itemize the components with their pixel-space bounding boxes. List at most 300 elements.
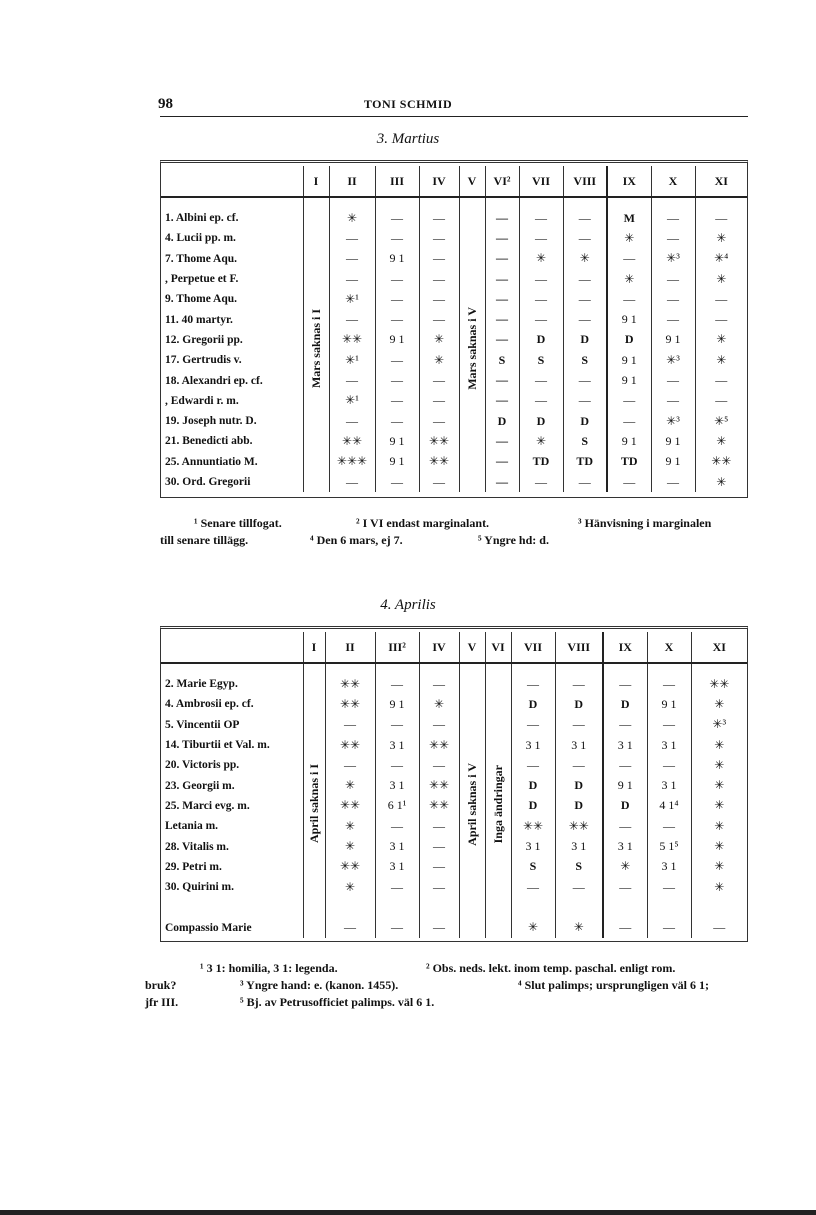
spacer-cell	[647, 663, 691, 674]
column-header: VI²	[485, 166, 519, 197]
section-title-martius: 3. Martius	[376, 131, 440, 147]
column-header: IV	[419, 632, 459, 663]
cell-viii: —	[563, 228, 607, 248]
cell-iv: ✳✳	[419, 796, 459, 816]
cell-ix: ✳	[603, 857, 647, 877]
cell-ii: ✳✳	[329, 330, 375, 350]
vertical-label: Mars saknas i V	[464, 306, 479, 390]
row-label: Compassio Marie	[165, 921, 252, 934]
cell-iv: —	[419, 391, 459, 411]
scan-edge	[0, 1210, 816, 1215]
cell-ii: ✳	[325, 836, 375, 856]
cell-ii: ✳¹	[329, 350, 375, 370]
cell-iv: —	[419, 411, 459, 431]
cell-viii: —	[563, 208, 607, 228]
vertical-note-V	[459, 674, 485, 938]
cell-x: 9 1	[651, 431, 695, 451]
row-label: 14. Tiburtii et Val. m.	[165, 739, 270, 752]
cell-viii: 3 1	[555, 836, 603, 856]
cell-ix: —	[603, 674, 647, 694]
cell-iii: —	[375, 674, 419, 694]
vertical-note-I	[303, 208, 329, 492]
row-label: 28. Vitalis m.	[165, 840, 229, 853]
cell-iv: —	[419, 269, 459, 289]
spacer-cell	[329, 197, 375, 208]
cell-x: 3 1	[647, 857, 691, 877]
running-header: TONI SCHMID	[363, 97, 453, 111]
footnote: jfr III.	[145, 995, 179, 1009]
cell-ii: ✳	[325, 816, 375, 836]
cell-xi: —	[695, 391, 747, 411]
cell-iv: —	[419, 472, 459, 492]
row-label: 4. Ambrosii ep. cf.	[165, 698, 254, 711]
cell-ix: 9 1	[603, 775, 647, 795]
cell-ix: —	[603, 715, 647, 735]
cell-iv: —	[419, 715, 459, 735]
cell-vii: D	[519, 411, 563, 431]
cell-vii: 3 1	[511, 836, 555, 856]
cell-ix	[603, 897, 647, 917]
table-row	[161, 269, 747, 289]
cell-x: 5 1⁵	[647, 836, 691, 856]
cell-iii: —	[375, 269, 419, 289]
cell-vi: —	[485, 472, 519, 492]
cell-vii: —	[511, 877, 555, 897]
cell-iii: —	[375, 228, 419, 248]
cell-x: ✳³	[651, 411, 695, 431]
cell-iii: —	[375, 208, 419, 228]
column-header: VI	[485, 632, 511, 663]
cell-xi: ✳	[695, 330, 747, 350]
cell-iii: —	[375, 918, 419, 938]
cell-xi: ✳³	[691, 715, 747, 735]
cell-ix: TD	[607, 452, 651, 472]
column-header: X	[647, 632, 691, 663]
cell-iv: —	[419, 816, 459, 836]
cell-x: —	[647, 877, 691, 897]
table-row	[161, 735, 747, 755]
cell-x: —	[647, 816, 691, 836]
table-row	[161, 877, 747, 897]
cell-xi: ✳	[691, 796, 747, 816]
spacer-cell	[607, 197, 651, 208]
cell-xi: ✳⁵	[695, 411, 747, 431]
cell-vii: D	[511, 796, 555, 816]
cell-iii: 3 1	[375, 775, 419, 795]
row-label	[161, 897, 303, 917]
cell-x: —	[647, 674, 691, 694]
cell-viii: 3 1	[555, 735, 603, 755]
footnote: ² I VI endast marginalant.	[356, 516, 490, 530]
cell-vii: ✳	[511, 918, 555, 938]
cell-iv: ✳✳	[419, 452, 459, 472]
cell-viii: —	[555, 877, 603, 897]
cell-iv: —	[419, 674, 459, 694]
cell-vii: —	[519, 370, 563, 390]
cell-viii: S	[555, 857, 603, 877]
column-header: XI	[691, 632, 747, 663]
row-label: 18. Alexandri ep. cf.	[165, 374, 263, 387]
cell-iii: 9 1	[375, 249, 419, 269]
row-label: 30. Quirini m.	[165, 881, 235, 894]
cell-iv: —	[419, 289, 459, 309]
cell-ix: ✳	[607, 228, 651, 248]
table-header-row	[161, 166, 747, 197]
cell-iv: —	[419, 228, 459, 248]
cell-vii: —	[511, 755, 555, 775]
column-header: III	[375, 166, 419, 197]
cell-ix: M	[607, 208, 651, 228]
column-header: I	[303, 632, 325, 663]
cell-vii: D	[511, 694, 555, 714]
cell-vi: —	[485, 431, 519, 451]
cell-vii: ✳✳	[511, 816, 555, 836]
row-label: 1. Albini ep. cf.	[165, 212, 239, 225]
cell-x: 9 1	[647, 694, 691, 714]
cell-iv	[419, 897, 459, 917]
cell-viii: —	[563, 370, 607, 390]
spacer-cell	[691, 663, 747, 674]
cell-viii: —	[555, 674, 603, 694]
cell-iii: —	[375, 370, 419, 390]
cell-ii: —	[329, 249, 375, 269]
cell-xi	[691, 897, 747, 917]
cell-vi: —	[485, 391, 519, 411]
cell-iv: —	[419, 249, 459, 269]
cell-xi: ✳	[695, 472, 747, 492]
spacer-cell	[375, 197, 419, 208]
column-header: V	[459, 166, 485, 197]
cell-xi: ✳	[691, 877, 747, 897]
cell-iii: —	[375, 715, 419, 735]
cell-vii	[511, 897, 555, 917]
cell-vii: —	[519, 208, 563, 228]
column-header: XI	[695, 166, 747, 197]
footnote: bruk?	[145, 978, 177, 992]
vertical-note-V	[459, 208, 485, 492]
cell-vii: —	[511, 715, 555, 735]
footnote: ¹ Senare tillfogat.	[194, 516, 282, 530]
spacer-cell	[485, 197, 519, 208]
cell-vi: —	[485, 289, 519, 309]
table-row	[161, 309, 747, 329]
cell-vii: —	[511, 674, 555, 694]
table-row	[161, 350, 747, 370]
vertical-label: April saknas i V	[464, 762, 479, 846]
cell-iii: 6 1¹	[375, 796, 419, 816]
row-label: 4. Lucii pp. m.	[165, 232, 236, 245]
cell-x: ✳³	[651, 350, 695, 370]
column-header: VIII	[563, 166, 607, 197]
footnote: ⁵ Bj. av Petrusofficiet palimps. väl 6 1.	[240, 995, 435, 1009]
cell-ii: ✳✳	[325, 735, 375, 755]
cell-vii: —	[519, 269, 563, 289]
column-header: VII	[519, 166, 563, 197]
table-row	[161, 755, 747, 775]
table-row	[161, 918, 747, 938]
cell-viii: S	[563, 431, 607, 451]
cell-viii: D	[563, 330, 607, 350]
cell-ii: ✳✳	[325, 674, 375, 694]
cell-ii: —	[325, 715, 375, 735]
cell-iii: 3 1	[375, 836, 419, 856]
cell-iv: ✳✳	[419, 775, 459, 795]
cell-x: —	[651, 370, 695, 390]
table-martius	[161, 166, 747, 492]
cell-viii: D	[555, 694, 603, 714]
cell-ii: —	[329, 309, 375, 329]
spacer-cell	[563, 197, 607, 208]
cell-xi: ✳✳	[695, 452, 747, 472]
vertical-label: Inga ändringar	[490, 764, 505, 844]
column-header: III²	[375, 632, 419, 663]
cell-vi: —	[485, 370, 519, 390]
cell-xi: —	[695, 370, 747, 390]
cell-ii	[325, 897, 375, 917]
row-label: 12. Gregorii pp.	[165, 333, 243, 346]
cell-ii: ✳	[325, 775, 375, 795]
cell-ix: —	[607, 249, 651, 269]
section-title-aprilis: 4. Aprilis	[380, 597, 436, 613]
cell-ix: —	[603, 877, 647, 897]
cell-x: 3 1	[647, 735, 691, 755]
cell-viii: —	[563, 472, 607, 492]
spacer-cell	[555, 663, 603, 674]
cell-vi: —	[485, 269, 519, 289]
spacer-cell	[303, 197, 329, 208]
row-label: 25. Annuntiatio M.	[165, 455, 258, 468]
cell-iv: ✳	[419, 694, 459, 714]
cell-x: —	[651, 391, 695, 411]
table-row	[161, 897, 747, 917]
table-spacer-row	[161, 663, 747, 674]
cell-vii: —	[519, 472, 563, 492]
cell-ii: ✳¹	[329, 289, 375, 309]
cell-x	[647, 897, 691, 917]
cell-vii: —	[519, 391, 563, 411]
spacer-cell	[325, 663, 375, 674]
cell-ix: —	[603, 816, 647, 836]
cell-vii: S	[519, 350, 563, 370]
cell-viii: —	[563, 309, 607, 329]
cell-xi: —	[691, 918, 747, 938]
row-label: 19. Joseph nutr. D.	[165, 415, 257, 428]
cell-viii: —	[563, 269, 607, 289]
row-label: 20. Victoris pp.	[165, 759, 240, 772]
cell-iv: —	[419, 877, 459, 897]
row-label: 25. Marci evg. m.	[165, 799, 250, 812]
cell-x: —	[651, 472, 695, 492]
spacer-cell	[695, 197, 747, 208]
row-label: 23. Georgii m.	[165, 779, 235, 792]
vertical-note-VI	[485, 674, 511, 938]
cell-xi: —	[695, 289, 747, 309]
cell-iii: 9 1	[375, 431, 419, 451]
vertical-note-I	[303, 674, 325, 938]
table-row	[161, 715, 747, 735]
spacer-cell	[375, 663, 419, 674]
cell-ix: D	[603, 796, 647, 816]
table-row	[161, 249, 747, 269]
table-aprilis	[161, 632, 747, 938]
cell-vii: —	[519, 309, 563, 329]
cell-ii: ✳✳	[325, 694, 375, 714]
footnote: ⁵ Yngre hd: d.	[478, 533, 549, 547]
cell-ii: ✳	[325, 877, 375, 897]
column-header: I	[303, 166, 329, 197]
cell-x: ✳³	[651, 249, 695, 269]
cell-ix: 3 1	[603, 836, 647, 856]
cell-viii: —	[555, 755, 603, 775]
cell-ii: —	[329, 228, 375, 248]
cell-ix: —	[607, 289, 651, 309]
cell-ii: ✳✳✳	[329, 452, 375, 472]
cell-viii: TD	[563, 452, 607, 472]
cell-x: —	[651, 309, 695, 329]
table-row	[161, 775, 747, 795]
cell-iii: —	[375, 755, 419, 775]
cell-vi: —	[485, 228, 519, 248]
row-label: 2. Marie Egyp.	[165, 678, 238, 691]
cell-viii: ✳	[563, 249, 607, 269]
table-row	[161, 391, 747, 411]
cell-iv: ✳✳	[419, 431, 459, 451]
cell-vi: —	[485, 330, 519, 350]
cell-viii: D	[555, 775, 603, 795]
cell-vi: —	[485, 208, 519, 228]
cell-xi: ✳✳	[691, 674, 747, 694]
cell-ix: D	[607, 330, 651, 350]
row-label: 21. Benedicti abb.	[165, 435, 253, 448]
spacer-cell	[161, 197, 303, 208]
cell-ii: —	[325, 755, 375, 775]
spacer-cell	[485, 663, 511, 674]
cell-vii: —	[519, 289, 563, 309]
cell-ix: —	[603, 918, 647, 938]
cell-vii: ✳	[519, 431, 563, 451]
column-header: VIII	[555, 632, 603, 663]
cell-vi: —	[485, 309, 519, 329]
cell-x: 3 1	[647, 775, 691, 795]
cell-viii: S	[563, 350, 607, 370]
vertical-label: April saknas i I	[306, 764, 321, 844]
cell-ix: —	[603, 755, 647, 775]
spacer-cell	[459, 197, 485, 208]
spacer-cell	[511, 663, 555, 674]
cell-iv: ✳	[419, 330, 459, 350]
cell-x: —	[651, 208, 695, 228]
table-row	[161, 694, 747, 714]
cell-x: 9 1	[651, 330, 695, 350]
table-row	[161, 816, 747, 836]
cell-vii: S	[511, 857, 555, 877]
cell-vi: —	[485, 452, 519, 472]
column-header: X	[651, 166, 695, 197]
row-label: 30. Ord. Gregorii	[165, 476, 251, 488]
table-header-row	[161, 632, 747, 663]
cell-xi: ✳	[691, 755, 747, 775]
cell-iii: 9 1	[375, 694, 419, 714]
header-blank	[161, 632, 303, 663]
footnote: till senare tillägg.	[160, 533, 249, 547]
cell-x: —	[651, 228, 695, 248]
footnote: ⁴ Den 6 mars, ej 7.	[310, 533, 403, 547]
cell-iii: —	[375, 816, 419, 836]
cell-iv: —	[419, 755, 459, 775]
table-row	[161, 208, 747, 228]
cell-ix: —	[607, 411, 651, 431]
cell-x: 9 1	[651, 452, 695, 472]
cell-xi: ✳	[695, 269, 747, 289]
cell-x: —	[651, 269, 695, 289]
cell-iv: —	[419, 208, 459, 228]
cell-vii: D	[511, 775, 555, 795]
cell-vi: S	[485, 350, 519, 370]
table-row	[161, 411, 747, 431]
footnote: ¹ 3 1: homilia, 3 1: legenda.	[200, 961, 338, 975]
column-header: IV	[419, 166, 459, 197]
table-spacer-row	[161, 197, 747, 208]
spacer-cell	[519, 197, 563, 208]
cell-xi: ✳⁴	[695, 249, 747, 269]
footnote: ⁴ Slut palimps; ursprungligen väl 6 1;	[518, 978, 709, 992]
table-row	[161, 674, 747, 694]
cell-viii	[555, 897, 603, 917]
cell-ix: D	[603, 694, 647, 714]
cell-ii: —	[329, 269, 375, 289]
cell-viii: —	[563, 289, 607, 309]
footnote: ² Obs. neds. lekt. inom temp. paschal. enligt rom.	[426, 961, 676, 975]
cell-xi: ✳	[691, 735, 747, 755]
cell-vii: —	[519, 228, 563, 248]
cell-ix: ✳	[607, 269, 651, 289]
row-label: 17. Gertrudis v.	[165, 354, 242, 367]
spacer-cell	[419, 663, 459, 674]
cell-ii: ✳✳	[325, 857, 375, 877]
cell-xi: ✳	[691, 857, 747, 877]
cell-xi: ✳	[691, 694, 747, 714]
cell-x: —	[651, 289, 695, 309]
cell-x: —	[647, 918, 691, 938]
cell-ii: —	[325, 918, 375, 938]
cell-vii: 3 1	[511, 735, 555, 755]
cell-ii: —	[329, 472, 375, 492]
cell-viii: ✳✳	[555, 816, 603, 836]
row-label: 7. Thome Aqu.	[165, 252, 238, 265]
cell-iii	[375, 897, 419, 917]
cell-ii: ✳	[329, 208, 375, 228]
footnote: ³ Yngre hand: e. (kanon. 1455).	[240, 978, 399, 992]
cell-iv: —	[419, 918, 459, 938]
cell-ix: —	[607, 472, 651, 492]
cell-iv: —	[419, 309, 459, 329]
footnote: ³ Hänvisning i marginalen	[578, 516, 712, 530]
cell-ii: ✳✳	[325, 796, 375, 816]
cell-ix: 9 1	[607, 431, 651, 451]
cell-iii: —	[375, 411, 419, 431]
cell-viii: —	[555, 715, 603, 735]
column-header: IX	[607, 166, 651, 197]
column-header: VII	[511, 632, 555, 663]
cell-iv: ✳✳	[419, 735, 459, 755]
header-blank	[161, 166, 303, 197]
cell-ix: 9 1	[607, 370, 651, 390]
cell-x: —	[647, 755, 691, 775]
cell-ix: —	[607, 391, 651, 411]
cell-iii: —	[375, 309, 419, 329]
cell-ix: 9 1	[607, 309, 651, 329]
cell-viii: D	[555, 796, 603, 816]
